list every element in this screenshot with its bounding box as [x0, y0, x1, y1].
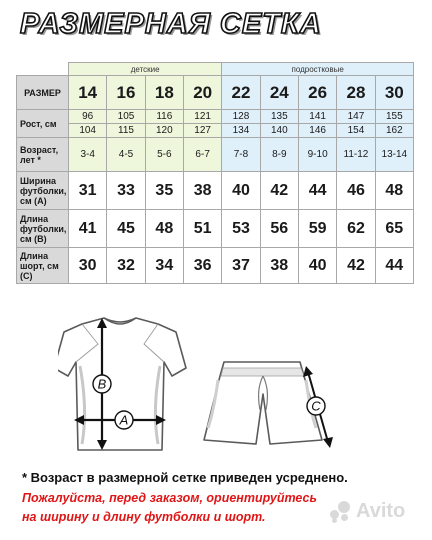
- width-row: [17, 172, 414, 210]
- note-guidance-line-2: на ширину и длину футболки и шорт.: [22, 510, 266, 524]
- row-label-width: Ширина футболки, см (А): [17, 172, 69, 210]
- avito-watermark: [330, 500, 405, 523]
- height-min-cell: 128: [222, 110, 260, 124]
- marker-b: [93, 375, 111, 393]
- size-cell: 14: [69, 76, 107, 110]
- width-cell: 31: [69, 172, 107, 210]
- height-max-cell: 104: [69, 124, 107, 138]
- tshirt-drawing: [58, 318, 186, 450]
- tshirt-length-row: [17, 210, 414, 248]
- width-cell: 46: [337, 172, 375, 210]
- width-cell: 38: [183, 172, 221, 210]
- width-cell: 42: [260, 172, 298, 210]
- height-max-cell: 127: [183, 124, 221, 138]
- shorts-length-cell: 36: [183, 248, 221, 284]
- avito-logo-icon: [330, 501, 352, 523]
- width-cell: 48: [375, 172, 413, 210]
- width-cell: 35: [145, 172, 183, 210]
- height-max-row: [17, 124, 414, 138]
- height-max-cell: 154: [337, 124, 375, 138]
- marker-b-label: B: [97, 376, 107, 392]
- tshirt-length-cell: 51: [183, 210, 221, 248]
- height-max-cell: 115: [107, 124, 145, 138]
- size-cell: 24: [260, 76, 298, 110]
- height-max-cell: 162: [375, 124, 413, 138]
- note-age-average: * Возраст в размерной сетке приведен усреднено.: [22, 470, 348, 485]
- height-min-cell: 96: [69, 110, 107, 124]
- width-cell: 40: [222, 172, 260, 210]
- avito-wordmark: Avito: [356, 500, 406, 522]
- height-max-cell: 120: [145, 124, 183, 138]
- marker-a-label: A: [119, 412, 129, 428]
- age-cell: 7-8: [222, 138, 260, 172]
- age-row: [17, 138, 414, 172]
- shorts-length-cell: 44: [375, 248, 413, 284]
- age-cell: 9-10: [298, 138, 336, 172]
- garment-illustration: [58, 310, 348, 460]
- row-label-shorts-length: Длина шорт, см (С): [17, 248, 69, 284]
- size-cell: 26: [298, 76, 336, 110]
- marker-c-label: C: [311, 398, 321, 414]
- group-teen-label: подростковые: [222, 63, 414, 76]
- size-chart-table: [16, 62, 414, 284]
- height-max-cell: 146: [298, 124, 336, 138]
- tshirt-length-cell: 62: [337, 210, 375, 248]
- shorts-length-cell: 37: [222, 248, 260, 284]
- group-header-row: [17, 63, 414, 76]
- page-title: РАЗМЕРНАЯ СЕТКА: [20, 8, 322, 40]
- age-cell: 11-12: [337, 138, 375, 172]
- shorts-length-cell: 32: [107, 248, 145, 284]
- corner-cell: [17, 63, 69, 76]
- tshirt-length-cell: 65: [375, 210, 413, 248]
- width-cell: 33: [107, 172, 145, 210]
- size-cell: 28: [337, 76, 375, 110]
- size-cell: 30: [375, 76, 413, 110]
- height-max-cell: 134: [222, 124, 260, 138]
- width-cell: 44: [298, 172, 336, 210]
- shorts-length-cell: 30: [69, 248, 107, 284]
- marker-c: [307, 397, 325, 415]
- height-max-cell: 140: [260, 124, 298, 138]
- tshirt-length-cell: 53: [222, 210, 260, 248]
- tshirt-length-cell: 56: [260, 210, 298, 248]
- age-cell: 5-6: [145, 138, 183, 172]
- age-cell: 4-5: [107, 138, 145, 172]
- row-label-tshirt-length: Длина футболки, см (В): [17, 210, 69, 248]
- age-cell: 6-7: [183, 138, 221, 172]
- marker-a: [115, 411, 133, 429]
- height-min-cell: 116: [145, 110, 183, 124]
- note-guidance-line-1: Пожалуйста, перед заказом, ориентируйтесь: [22, 491, 317, 505]
- tshirt-length-cell: 59: [298, 210, 336, 248]
- tshirt-length-cell: 48: [145, 210, 183, 248]
- age-cell: 3-4: [69, 138, 107, 172]
- age-cell: 8-9: [260, 138, 298, 172]
- shorts-length-row: [17, 248, 414, 284]
- height-min-cell: 105: [107, 110, 145, 124]
- row-label-age: Возраст, лет *: [17, 138, 69, 172]
- group-kids-label: детские: [69, 63, 222, 76]
- size-row: [17, 76, 414, 110]
- height-min-cell: 155: [375, 110, 413, 124]
- size-cell: 20: [183, 76, 221, 110]
- height-min-row: [17, 110, 414, 124]
- tshirt-length-cell: 45: [107, 210, 145, 248]
- size-cell: 22: [222, 76, 260, 110]
- shorts-length-cell: 42: [337, 248, 375, 284]
- height-min-cell: 147: [337, 110, 375, 124]
- row-label-height: Рост, см: [17, 110, 69, 138]
- height-min-cell: 141: [298, 110, 336, 124]
- shorts-length-cell: 34: [145, 248, 183, 284]
- shorts-length-cell: 38: [260, 248, 298, 284]
- tshirt-length-cell: 41: [69, 210, 107, 248]
- size-cell: 16: [107, 76, 145, 110]
- shorts-length-cell: 40: [298, 248, 336, 284]
- height-min-cell: 121: [183, 110, 221, 124]
- row-label-size: РАЗМЕР: [17, 76, 69, 110]
- age-cell: 13-14: [375, 138, 413, 172]
- height-min-cell: 135: [260, 110, 298, 124]
- size-cell: 18: [145, 76, 183, 110]
